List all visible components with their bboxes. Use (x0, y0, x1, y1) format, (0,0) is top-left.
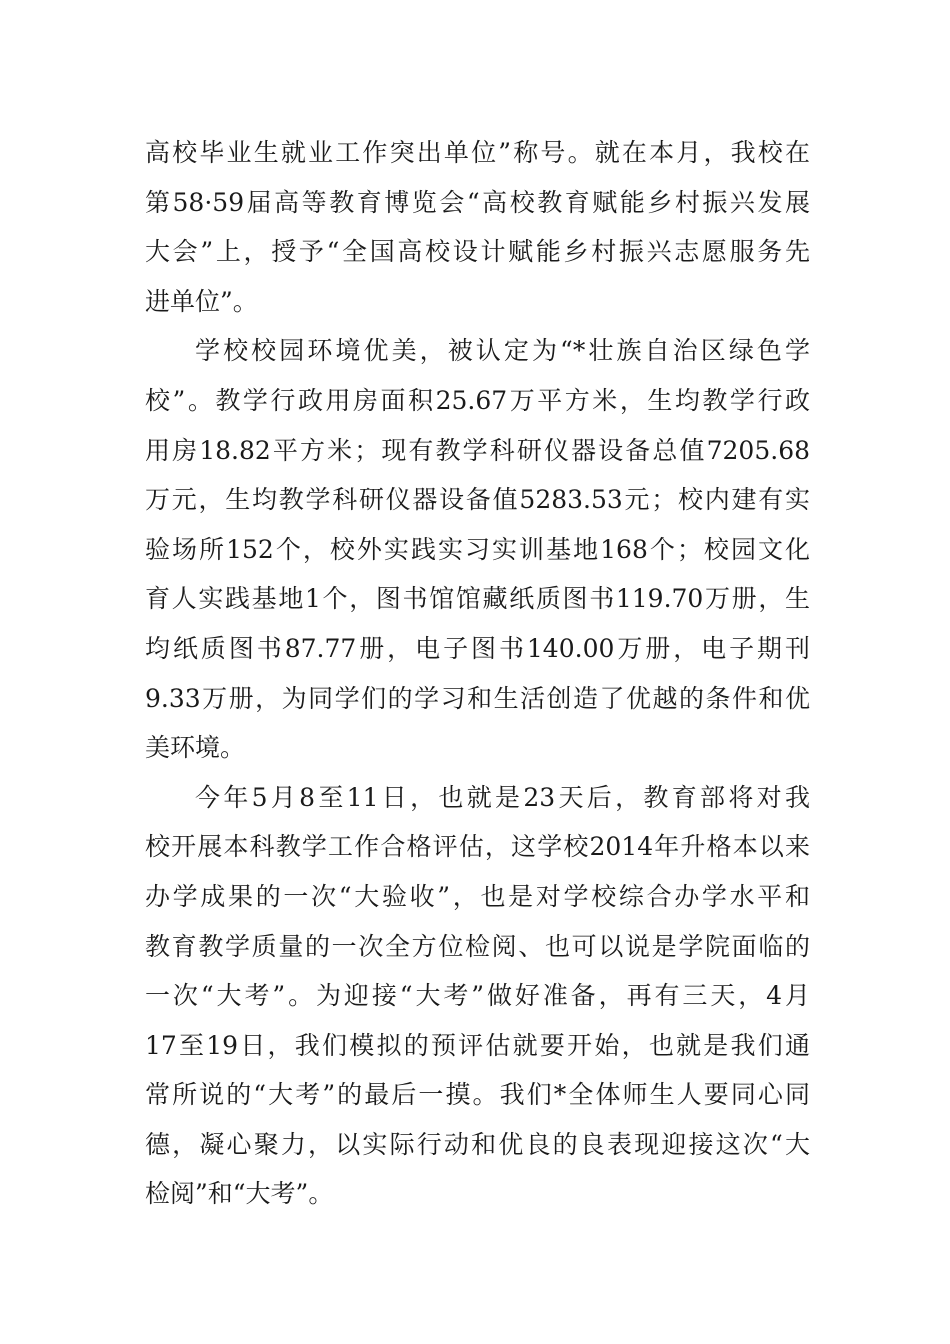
paragraph-2-line-9: 美环境。 (145, 733, 246, 763)
paragraph-3-line-8: 德，凝心聚力，以实际行动和优良的良表现迎接这次“大 (145, 1129, 810, 1159)
paragraph-2-line-4: 万元，生均教学科研仪器设备值5283.53元；校内建有实 (145, 485, 810, 515)
paragraph-2-line-2: 校”。教学行政用房面积25.67万平方米，生均教学行政 (145, 385, 810, 415)
paragraph-2-line-7: 均纸质图书87.77册，电子图书140.00万册，电子期刊 (145, 633, 810, 663)
paragraph-3-line-6: 17至19日，我们模拟的预评估就要开始，也就是我们通 (145, 1030, 810, 1060)
paragraph-2-line-1: 学校校园环境优美，被认定为“*壮族自治区绿色学 (195, 336, 810, 366)
paragraph-1-line-1: 高校毕业生就业工作突出单位”称号。就在本月，我校在 (145, 138, 810, 167)
paragraph-1-line-3: 大会”上，授予“全国高校设计赋能乡村振兴志愿服务先 (145, 237, 810, 267)
paragraph-3-line-3: 办学成果的一次“大验收”，也是对学校综合办学水平和 (145, 881, 810, 911)
paragraph-2-line-5: 验场所152个，校外实践实习实训基地168个；校园文化 (145, 534, 810, 564)
document-body (145, 128, 810, 1219)
paragraph-1-line-2: 第58·59届高等教育博览会“高校教育赋能乡村振兴发展 (145, 187, 810, 217)
paragraph-2-line-8: 9.33万册，为同学们的学习和生活创造了优越的条件和优 (145, 683, 810, 713)
paragraph-3-line-5: 一次“大考”。为迎接“大考”做好准备，再有三天，4月 (145, 981, 810, 1011)
paragraph-2-line-6: 育人实践基地1个，图书馆馆藏纸质图书119.70万册，生 (145, 584, 810, 614)
paragraph-2-line-3: 用房18.82平方米；现有教学科研仪器设备总值7205.68 (145, 435, 810, 465)
paragraph-3-line-1: 今年5月8至11日，也就是23天后，教育部将对我 (195, 782, 810, 812)
paragraph-1-line-4: 进单位”。 (145, 286, 258, 316)
paragraph-3-line-4: 教育教学质量的一次全方位检阅、也可以说是学院面临的 (145, 931, 810, 961)
paragraph-3-line-9: 检阅”和“大考”。 (145, 1179, 334, 1209)
paragraph-3-line-7: 常所说的“大考”的最后一摸。我们*全体师生人要同心同 (145, 1080, 810, 1110)
paragraph-3-line-2: 校开展本科教学工作合格评估，这学校2014年升格本以来 (145, 832, 810, 862)
